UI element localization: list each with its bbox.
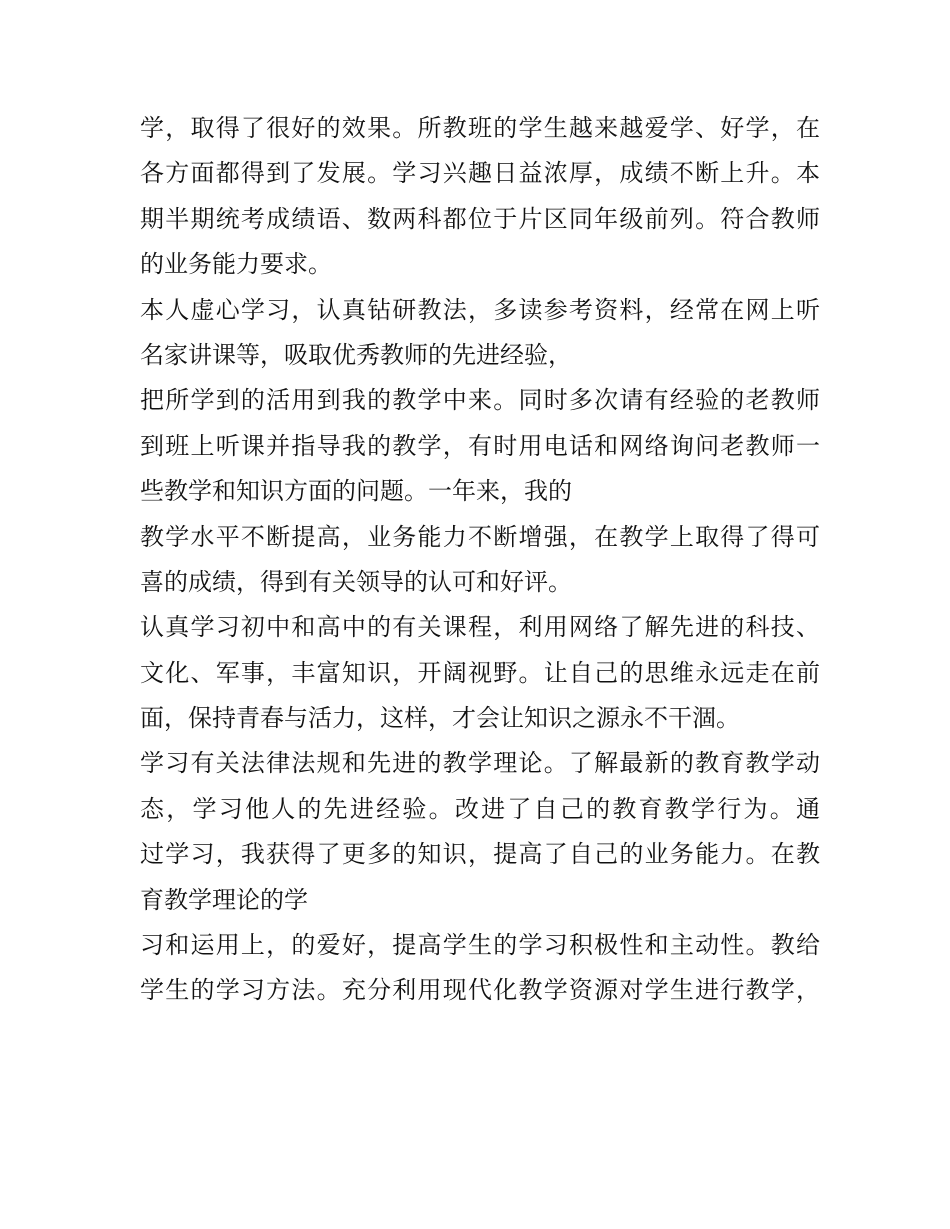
text-line: 过学习，我获得了更多的知识，提高了自己的业务能力。在教 <box>140 840 820 869</box>
text-line: 把所学到的活用到我的教学中来。同时多次请有经验的老教师 <box>140 386 820 415</box>
text-line: 态，学习他人的先进经验。改进了自己的教育教学行为。通 <box>140 794 820 823</box>
text-line: 各方面都得到了发展。学习兴趣日益浓厚，成绩不断上升。本 <box>140 159 820 188</box>
text-line: 学，取得了很好的效果。所教班的学生越来越爱学、好学，在 <box>140 114 820 142</box>
text-line: 教学水平不断提高，业务能力不断增强，在教学上取得了得可 <box>140 522 820 551</box>
text-line: 面，保持青春与活力，这样，才会让知识之源永不干涸。 <box>140 704 740 733</box>
text-line: 文化、军事，丰富知识，开阔视野。让自己的思维永远走在前 <box>140 658 820 687</box>
text-line: 喜的成绩，得到有关领导的认可和好评。 <box>140 567 572 596</box>
text-line: 习和运用上，的爱好，提高学生的学习积极性和主动性。教给 <box>140 931 820 960</box>
text-line: 期半期统考成绩语、数两科都位于片区同年级前列。符合教师 <box>140 204 820 233</box>
text-line: 育教学理论的学 <box>140 885 308 914</box>
text-line: 到班上听课并指导我的教学，有时用电话和网络询问老教师一 <box>140 431 820 460</box>
text-line: 的业务能力要求。 <box>140 250 332 279</box>
text-line: 些教学和知识方面的问题。一年来，我的 <box>140 477 572 506</box>
text-line: 名家讲课等，吸取优秀教师的先进经验， <box>140 340 572 369</box>
document-body <box>140 106 820 1014</box>
text-line: 本人虚心学习，认真钻研教法，多读参考资料，经常在网上听 <box>140 295 820 324</box>
text-line: 认真学习初中和高中的有关课程，利用网络了解先进的科技、 <box>140 613 820 642</box>
text-line: 学生的学习方法。充分利用现代化教学资源对学生进行教学， <box>140 976 820 1005</box>
text-line: 学习有关法律法规和先进的教学理论。了解最新的教育教学动 <box>140 749 820 778</box>
